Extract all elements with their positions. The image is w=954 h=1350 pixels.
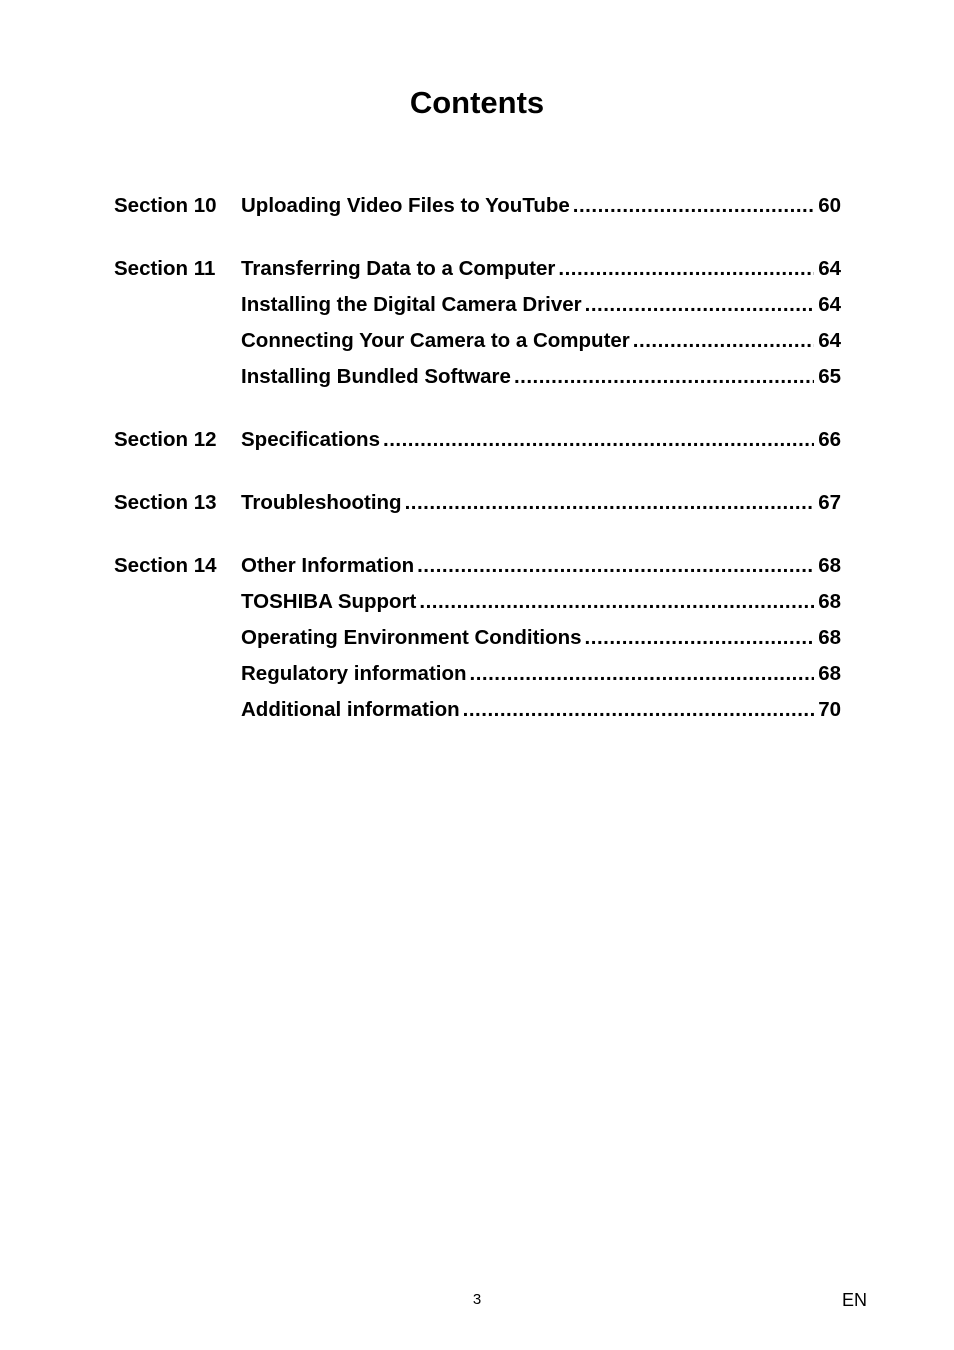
table-of-contents (114, 190, 841, 757)
toc-section-13 (114, 487, 841, 523)
toc-page-number: 68 (818, 590, 841, 613)
toc-entry[interactable] (241, 622, 841, 654)
toc-row[interactable] (114, 694, 841, 730)
toc-page-number: 64 (818, 257, 841, 280)
toc-page-number: 64 (818, 293, 841, 316)
toc-page-number: 66 (818, 428, 841, 451)
toc-section-11 (114, 253, 841, 397)
toc-entry-title: Operating Environment Conditions (241, 626, 582, 649)
toc-entry[interactable] (241, 190, 841, 222)
toc-entry[interactable] (241, 424, 841, 456)
toc-entry[interactable] (241, 694, 841, 726)
dot-leader (405, 487, 815, 519)
page-title: Contents (409, 85, 545, 120)
toc-entry-title: Installing Bundled Software (241, 365, 511, 388)
dot-leader (470, 658, 815, 690)
toc-row[interactable] (114, 253, 841, 289)
toc-entry[interactable] (241, 253, 841, 285)
toc-page-number: 65 (818, 365, 841, 388)
toc-row[interactable] (114, 190, 841, 226)
toc-entry[interactable] (241, 361, 841, 393)
toc-row[interactable] (114, 658, 841, 694)
toc-entry-title: Additional information (241, 698, 460, 721)
toc-page-number: 60 (818, 194, 841, 217)
toc-row[interactable] (114, 325, 841, 361)
dot-leader (585, 289, 815, 321)
dot-leader (558, 253, 814, 285)
dot-leader (383, 424, 814, 456)
footer-page-number: 3 (472, 1291, 482, 1308)
toc-row[interactable] (114, 487, 841, 523)
section-label: Section 14 (114, 554, 217, 577)
toc-row[interactable] (114, 550, 841, 586)
toc-entry-title: Uploading Video Files to YouTube (241, 194, 570, 217)
toc-row[interactable] (114, 586, 841, 622)
toc-row[interactable] (114, 424, 841, 460)
toc-entry-title: Other Information (241, 554, 415, 577)
toc-entry[interactable] (241, 550, 841, 582)
dot-leader (633, 325, 814, 357)
section-label: Section 13 (114, 491, 217, 514)
toc-page-number: 68 (818, 662, 841, 685)
toc-row[interactable] (114, 361, 841, 397)
toc-row[interactable] (114, 622, 841, 658)
dot-leader (419, 586, 814, 618)
toc-entry[interactable] (241, 586, 841, 618)
toc-entry-title: Regulatory information (241, 662, 467, 685)
toc-entry-title: Connecting Your Camera to a Computer (241, 329, 630, 352)
section-label: Section 12 (114, 428, 217, 451)
section-label: Section 11 (114, 257, 216, 280)
toc-page-number: 64 (818, 329, 841, 352)
toc-section-10 (114, 190, 841, 226)
toc-entry[interactable] (241, 325, 841, 357)
dot-leader (573, 190, 814, 222)
toc-page-number: 67 (818, 491, 841, 514)
toc-entry[interactable] (241, 487, 841, 519)
toc-entry[interactable] (241, 289, 841, 321)
toc-entry-title: Installing the Digital Camera Driver (241, 293, 582, 316)
dot-leader (585, 622, 815, 654)
toc-entry-title: TOSHIBA Support (241, 590, 417, 613)
footer-language-code: EN (842, 1290, 868, 1310)
toc-section-14 (114, 550, 841, 730)
toc-entry-title: Troubleshooting (241, 491, 402, 514)
toc-row[interactable] (114, 289, 841, 325)
dot-leader (463, 694, 815, 726)
toc-page-number: 70 (818, 698, 841, 721)
toc-entry-title: Specifications (241, 428, 380, 451)
toc-entry[interactable] (241, 658, 841, 690)
toc-entry-title: Transferring Data to a Computer (241, 257, 556, 280)
dot-leader (514, 361, 814, 393)
dot-leader (417, 550, 814, 582)
toc-page-number: 68 (818, 554, 841, 577)
toc-page-number: 68 (818, 626, 841, 649)
toc-section-12 (114, 424, 841, 460)
section-label: Section 10 (114, 194, 217, 217)
